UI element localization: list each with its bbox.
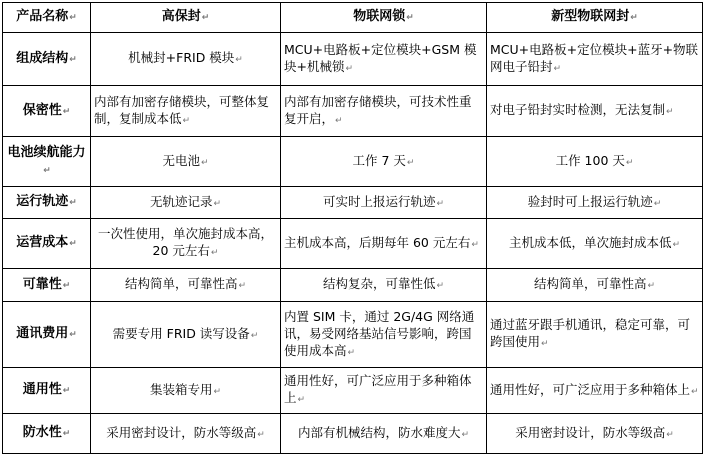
row-label: 电池续航能力↵ bbox=[3, 137, 91, 187]
table-cell: 通过蓝牙跟手机通讯，稳定可靠，可跨国使用↵ bbox=[487, 302, 703, 368]
paragraph-mark-icon: ↵ bbox=[406, 157, 415, 168]
paragraph-mark-icon: ↵ bbox=[62, 280, 71, 291]
row-label: 防水性↵ bbox=[3, 414, 91, 454]
paragraph-mark-icon: ↵ bbox=[436, 198, 445, 209]
paragraph-mark-icon: ↵ bbox=[69, 330, 77, 340]
header-new-iot-seal: 新型物联网封↵ bbox=[487, 3, 703, 33]
paragraph-mark-icon: ↵ bbox=[436, 281, 445, 291]
table-cell: MCU+电路板+定位模块+蓝牙+物联网电子铅封↵ bbox=[487, 33, 703, 86]
table-cell: 可实时上报运行轨迹↵ bbox=[281, 187, 487, 219]
paragraph-mark-icon: ↵ bbox=[335, 115, 343, 126]
table-cell: 结构简单，可靠性高↵ bbox=[91, 269, 281, 302]
table-cell: 无电池↵ bbox=[91, 137, 281, 187]
paragraph-mark-icon: ↵ bbox=[69, 54, 77, 65]
paragraph-mark-icon: ↵ bbox=[461, 429, 470, 440]
paragraph-mark-icon: ↵ bbox=[347, 347, 356, 358]
paragraph-mark-icon: ↵ bbox=[257, 429, 265, 440]
paragraph-mark-icon: ↵ bbox=[62, 106, 71, 117]
paragraph-mark-icon: ↵ bbox=[471, 239, 479, 250]
header-gaobaofeng: 高保封↵ bbox=[91, 3, 281, 33]
paragraph-mark-icon: ↵ bbox=[553, 63, 562, 74]
row-label: 运营成本↵ bbox=[3, 219, 91, 269]
paragraph-mark-icon: ↵ bbox=[647, 281, 656, 291]
table-cell: MCU+电路板+定位模块+GSM 模块+机械锁↵ bbox=[281, 33, 487, 86]
table-cell: 工作 100 天↵ bbox=[487, 137, 703, 187]
paragraph-mark-icon: ↵ bbox=[213, 386, 222, 397]
row-label: 运行轨迹↵ bbox=[3, 187, 91, 219]
paragraph-mark-icon: ↵ bbox=[541, 339, 549, 349]
paragraph-mark-icon: ↵ bbox=[62, 386, 71, 396]
paragraph-mark-icon: ↵ bbox=[250, 330, 259, 341]
table-row bbox=[3, 187, 703, 219]
paragraph-mark-icon: ↵ bbox=[625, 157, 634, 168]
paragraph-mark-icon: ↵ bbox=[43, 165, 51, 176]
table-row bbox=[3, 137, 703, 187]
table-cell: 内部有加密存储模块，可技术性重复开启，↵ bbox=[281, 86, 487, 137]
table-cell: 通用性好，可广泛应用于多种箱体上↵ bbox=[487, 368, 703, 414]
table-cell: 内部有加密存储模块，可整体复制，复制成本低↵ bbox=[91, 86, 281, 137]
paragraph-mark-icon: ↵ bbox=[666, 107, 674, 117]
paragraph-mark-icon: ↵ bbox=[201, 13, 210, 23]
table-cell: 工作 7 天↵ bbox=[281, 137, 487, 187]
table-cell: 机械封+FRID 模块↵ bbox=[91, 33, 281, 86]
paragraph-mark-icon: ↵ bbox=[297, 395, 306, 405]
paragraph-mark-icon: ↵ bbox=[69, 198, 77, 208]
table-row bbox=[3, 414, 703, 454]
paragraph-mark-icon: ↵ bbox=[69, 13, 77, 23]
comparison-table bbox=[2, 2, 703, 454]
table-cell: 验封时可上报运行轨迹↵ bbox=[487, 187, 703, 219]
paragraph-mark-icon: ↵ bbox=[235, 55, 243, 65]
table-cell: 对电子铅封实时检测，无法复制↵ bbox=[487, 86, 703, 137]
table-cell: 通用性好，可广泛应用于多种箱体上↵ bbox=[281, 368, 487, 414]
table-row bbox=[3, 86, 703, 137]
row-label: 通用性↵ bbox=[3, 368, 91, 414]
table-cell: 结构简单，可靠性高↵ bbox=[487, 269, 703, 302]
table-cell: 内置 SIM 卡，通过 2G/4G 网络通讯，易受网络基站信号影响，跨国使用成本高↵ bbox=[281, 302, 487, 368]
paragraph-mark-icon: ↵ bbox=[653, 198, 662, 209]
paragraph-mark-icon: ↵ bbox=[672, 239, 681, 250]
paragraph-mark-icon: ↵ bbox=[691, 386, 699, 397]
table-row bbox=[3, 368, 703, 414]
table-row bbox=[3, 33, 703, 86]
row-label: 保密性↵ bbox=[3, 86, 91, 137]
table-row bbox=[3, 269, 703, 302]
table-cell: 需要专用 FRID 读写设备↵ bbox=[91, 302, 281, 368]
table-cell: 主机成本低，单次施封成本低↵ bbox=[487, 219, 703, 269]
paragraph-mark-icon: ↵ bbox=[345, 63, 354, 74]
paragraph-mark-icon: ↵ bbox=[210, 248, 219, 258]
paragraph-mark-icon: ↵ bbox=[666, 429, 674, 440]
table-cell: 一次性使用，单次施封成本高，20 元左右↵ bbox=[91, 219, 281, 269]
row-label: 通讯费用↵ bbox=[3, 302, 91, 368]
paragraph-mark-icon: ↵ bbox=[182, 115, 191, 126]
table-row bbox=[3, 302, 703, 368]
table-cell: 内部有机械结构，防水难度大↵ bbox=[281, 414, 487, 454]
table-row bbox=[3, 219, 703, 269]
table-cell: 采用密封设计，防水等级高↵ bbox=[91, 414, 281, 454]
row-label: 可靠性↵ bbox=[3, 269, 91, 302]
table-cell: 无轨迹记录↵ bbox=[91, 187, 281, 219]
table-cell: 主机成本高，后期每年 60 元左右↵ bbox=[281, 219, 487, 269]
paragraph-mark-icon: ↵ bbox=[213, 198, 222, 209]
paragraph-mark-icon: ↵ bbox=[238, 281, 247, 291]
row-label: 组成结构↵ bbox=[3, 33, 91, 86]
paragraph-mark-icon: ↵ bbox=[406, 13, 414, 23]
header-row bbox=[3, 3, 703, 33]
table-cell: 结构复杂，可靠性低↵ bbox=[281, 269, 487, 302]
table-cell: 集装箱专用↵ bbox=[91, 368, 281, 414]
header-product-name: 产品名称↵ bbox=[3, 3, 91, 33]
paragraph-mark-icon: ↵ bbox=[200, 157, 209, 168]
paragraph-mark-icon: ↵ bbox=[630, 13, 638, 23]
header-iot-lock: 物联网锁↵ bbox=[281, 3, 487, 33]
paragraph-mark-icon: ↵ bbox=[69, 239, 77, 249]
paragraph-mark-icon: ↵ bbox=[62, 429, 71, 439]
table-cell: 采用密封设计，防水等级高↵ bbox=[487, 414, 703, 454]
